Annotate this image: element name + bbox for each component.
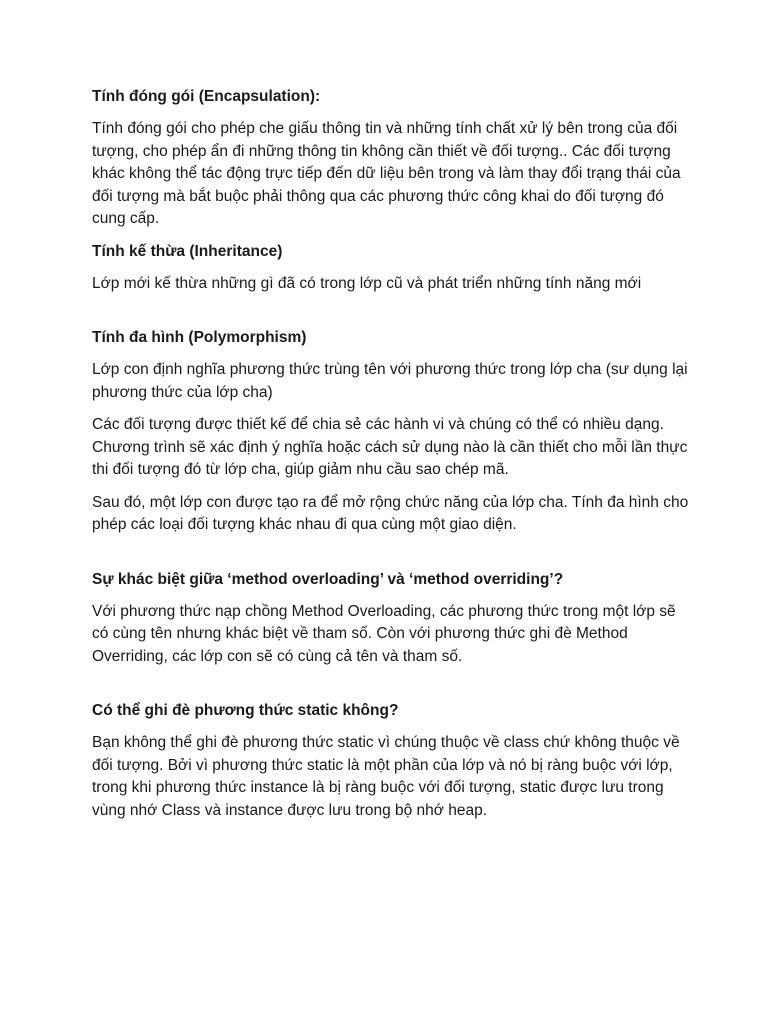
section-paragraph: Bạn không thể ghi đè phương thức static vì chúng thuộc về class chứ không thuộc về đối tượng. Bởi vì phương thức static là một phần của lớp và nó bị ràng buộc với lớp, trong khi phương thức instance là bị ràng buộc với đối tượng, static được lưu trong vùng nhớ Class và instance được lưu trong bộ nhớ heap. xyxy=(92,734,680,819)
section-inheritance xyxy=(92,241,692,296)
section-heading: Tính đóng gói (Encapsulation): xyxy=(92,88,321,105)
section-heading: Sự khác biệt giữa ‘method overloading’ và ‘method overriding’? xyxy=(92,570,564,588)
section-overloading-vs-overriding xyxy=(92,569,692,669)
section-polymorphism xyxy=(92,327,692,537)
section-paragraph: Sau đó, một lớp con được tạo ra để mở rộng chức năng của lớp cha. Tính đa hình cho phép các loại đối tượng khác nhau đi qua cùng một giao diện. xyxy=(92,493,689,533)
section-heading: Có thể ghi đè phương thức static không? xyxy=(92,702,399,719)
section-paragraph: Lớp mới kế thừa những gì đã có trong lớp cũ và phát triển những tính năng mới xyxy=(92,274,642,292)
section-paragraph: Tính đóng gói cho phép che giấu thông tin và những tính chất xử lý bên trong của đối tượng, cho phép ẩn đi những thông tin không cần thiết về đối tượng.. Các đối tượng khác không thể tác động trực tiếp đến dữ liệu bên trong và làm thay đổi trạng thái của đối tượng mà bắt buộc phải thông qua các phương thức công khai do đối tượng đó cung cấp. xyxy=(92,120,681,227)
section-heading: Tính kế thừa (Inheritance) xyxy=(92,242,283,260)
spacer xyxy=(92,547,692,569)
spacer xyxy=(92,678,692,700)
section-paragraph: Lớp con định nghĩa phương thức trùng tên với phương thức trong lớp cha (sư dụng lại phương thức của lớp cha) xyxy=(92,361,688,401)
document-page xyxy=(92,86,692,832)
section-heading: Tính đa hình (Polymorphism) xyxy=(92,329,307,346)
section-paragraph: Với phương thức nạp chồng Method Overloading, các phương thức trong một lớp sẽ có cùng tên nhưng khác biệt về tham số. Còn với phương thức ghi đè Method Overriding, các lớp con sẽ có cùng cả tên và tham số. xyxy=(92,602,676,665)
section-encapsulation xyxy=(92,86,692,231)
section-paragraph: Các đối tượng được thiết kế để chia sẻ các hành vi và chúng có thể có nhiều dạng. Chương trình sẽ xác định ý nghĩa hoặc cách sử dụng nào là cần thiết cho mỗi lần thực thi đối tượng đó từ lớp cha, giúp giảm nhu cầu sao chép mã. xyxy=(92,416,688,478)
spacer xyxy=(92,305,692,327)
section-static-override xyxy=(92,700,692,822)
